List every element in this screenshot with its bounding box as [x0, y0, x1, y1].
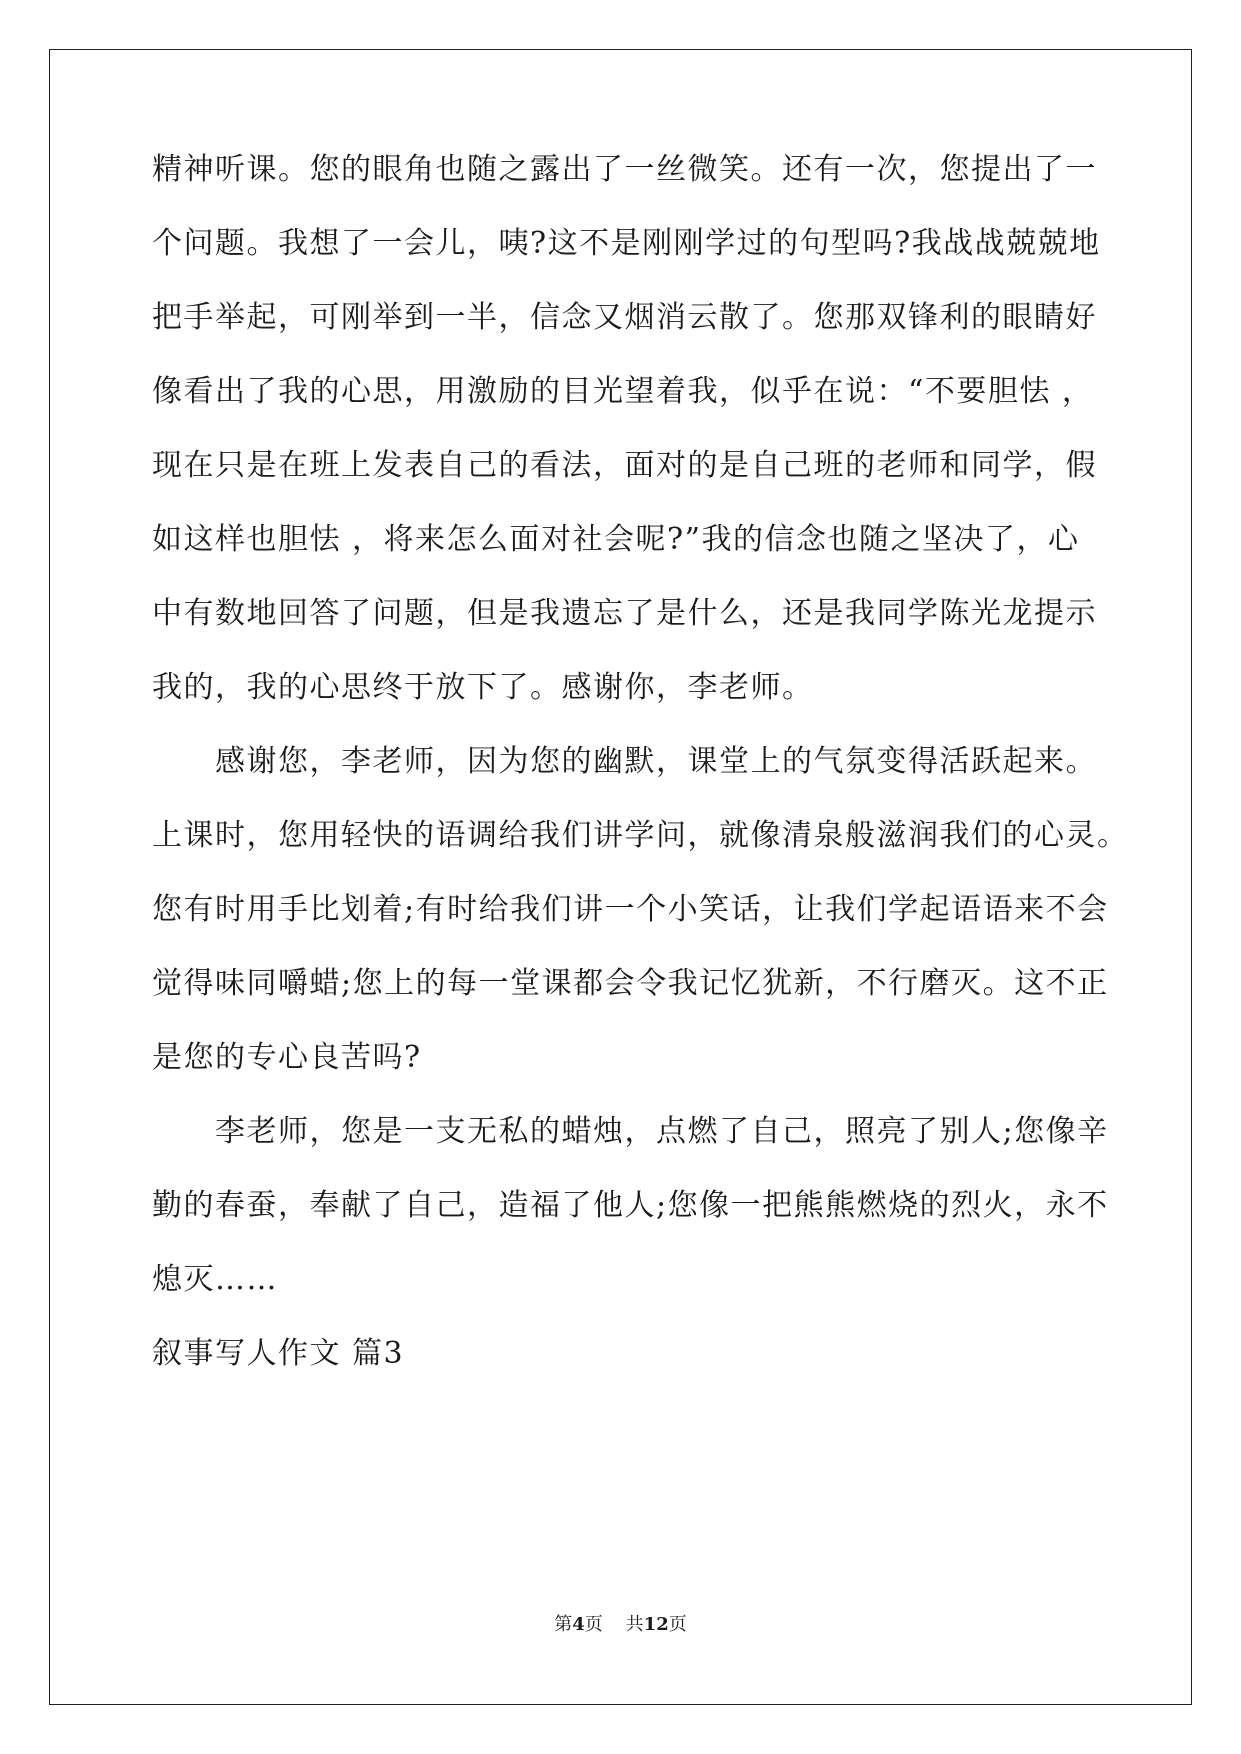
text-line: 现在只是在班上发表自己的看法，面对的是自己班的老师和同学，假 [152, 448, 1097, 483]
text-line: 熄灭…… [152, 1262, 278, 1297]
footer-total-prefix: 共 [625, 1614, 644, 1635]
text-line: 中有数地回答了问题，但是我遗忘了是什么，还是我同学陈光龙提示 [152, 596, 1097, 631]
text-line: 感谢您，李老师，因为您的幽默，课堂上的气氛变得活跃起来。 [215, 744, 1097, 779]
text-line: 勤的春蚕，奉献了自己，造福了他人;您像一把熊熊燃烧的烈火，永不 [152, 1188, 1109, 1223]
text-line: 把手举起，可刚举到一半，信念又烟消云散了。您那双锋利的眼睛好 [152, 300, 1097, 335]
text-line: 您有时用手比划着;有时给我们讲一个小笑话，让我们学起语语来不会 [152, 892, 1109, 927]
page-footer [0, 1613, 1241, 1637]
text-line: 上课时，您用轻快的语调给我们讲学问，就像清泉般滋润我们的心灵。 [152, 818, 1129, 853]
text-line: 是您的专心良苦吗? [152, 1040, 422, 1075]
current-page-number: 4 [572, 1614, 585, 1635]
footer-total-suffix: 页 [668, 1614, 687, 1635]
text-line: 李老师，您是一支无私的蜡烛，点燃了自己，照亮了别人;您像辛 [215, 1114, 1109, 1149]
footer-page-word: 页 [584, 1614, 603, 1635]
text-line: 觉得味同嚼蜡;您上的每一堂课都会令我记忆犹新，不行磨灭。这不正 [152, 966, 1109, 1001]
total-pages-number: 12 [643, 1614, 669, 1635]
footer-prefix: 第 [554, 1614, 573, 1635]
text-line: 个问题。我想了一会儿，咦?这不是刚刚学过的句型吗?我战战兢兢地 [152, 226, 1101, 261]
text-line: 我的，我的心思终于放下了。感谢你，李老师。 [152, 670, 814, 705]
text-line: 精神听课。您的眼角也随之露出了一丝微笑。还有一次，您提出了一 [152, 152, 1097, 187]
section-heading: 叙事写人作文 篇3 [152, 1336, 405, 1371]
text-line: 如这样也胆怯 ，将来怎么面对社会呢?”我的信念也随之坚决了，心 [152, 522, 1080, 557]
text-line: 像看出了我的心思，用激励的目光望着我，似乎在说：“不要胆怯 ， [152, 374, 1094, 409]
